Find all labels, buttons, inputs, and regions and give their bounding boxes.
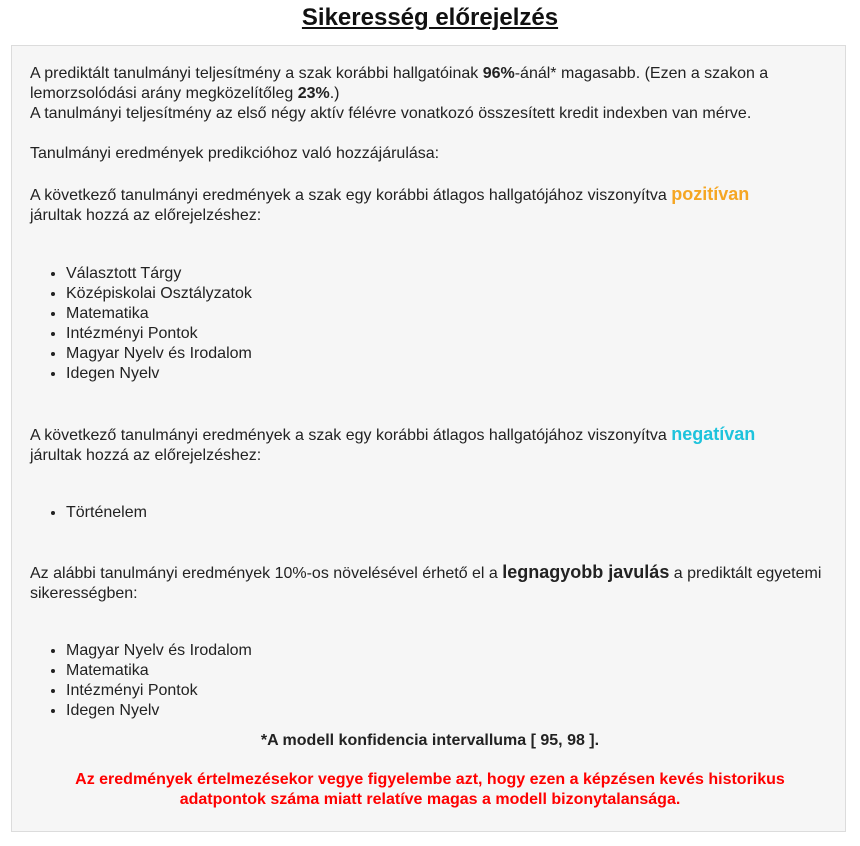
negative-paragraph xyxy=(30,424,830,466)
dropout-value: 23% xyxy=(297,85,330,102)
improve-item: • Intézményi Pontok xyxy=(66,681,830,701)
improve-bold: legnagyobb javulás xyxy=(502,562,670,582)
prediction-panel xyxy=(11,45,846,832)
positive-item: • Intézményi Pontok xyxy=(66,324,830,344)
negative-text: A következő tanulmányi eredmények a szak egy korábbi átlagos hallgatójához viszonyítva xyxy=(30,427,672,444)
negative-word: negatívan xyxy=(671,424,756,444)
improve-item: • Idegen Nyelv xyxy=(66,701,830,721)
positive-paragraph xyxy=(30,184,830,226)
confidence-note: *A modell konfidencia intervalluma [ 95, 98 ]. xyxy=(260,732,600,749)
positive-word: pozitívan xyxy=(671,184,750,204)
improve-text-2: a prediktált egyetemi sikerességben: xyxy=(30,565,822,602)
improve-list xyxy=(30,641,830,721)
positive-item: • Matematika xyxy=(66,304,830,324)
improve-item: • Matematika xyxy=(66,661,830,681)
intro-text-2: -ánál* magasabb. (Ezen a szakon a lemorzsolódási arány megközelítőleg xyxy=(30,65,769,102)
intro-text-3: .) xyxy=(329,85,340,102)
uncertainty-warning: Az eredmények értelmezésekor vegye figyelembe azt, hogy ezen a képzésen kevés historikus adatpontok száma miatt relatíve magas a modell bizonytalansága. xyxy=(75,771,785,808)
positive-item: • Középiskolai Osztályzatok xyxy=(66,284,830,304)
improve-paragraph xyxy=(30,562,830,604)
contrib-heading: Tanulmányi eredmények predikcióhoz való hozzájárulása: xyxy=(30,145,440,162)
positive-item: • Magyar Nyelv és Irodalom xyxy=(66,344,830,364)
intro-text-1: A prediktált tanulmányi teljesítmény a szak korábbi hallgatóinak xyxy=(30,65,483,82)
improve-text: Az alábbi tanulmányi eredmények 10%-os növelésével érhető el a xyxy=(30,565,503,582)
positive-item: • Választott Tárgy xyxy=(66,264,830,284)
intro-measure-text: A tanulmányi teljesítmény az első négy aktív félévre vonatkozó összesített kredit indexben van mérve. xyxy=(30,105,752,122)
negative-list xyxy=(30,503,830,523)
prediction-content xyxy=(30,64,830,810)
positive-text-2: járultak hozzá az előrejelzéshez: xyxy=(30,207,262,224)
page-title: Sikeresség előrejelzés xyxy=(301,4,559,31)
positive-item: • Idegen Nyelv xyxy=(66,364,830,384)
negative-item: • Történelem xyxy=(66,503,830,523)
intro-paragraph xyxy=(30,64,830,124)
percentile-value: 96% xyxy=(482,65,515,82)
improve-item: • Magyar Nyelv és Irodalom xyxy=(66,641,830,661)
negative-text-2: járultak hozzá az előrejelzéshez: xyxy=(30,447,262,464)
positive-text: A következő tanulmányi eredmények a szak egy korábbi átlagos hallgatójához viszonyítva xyxy=(30,187,672,204)
positive-list xyxy=(30,264,830,384)
